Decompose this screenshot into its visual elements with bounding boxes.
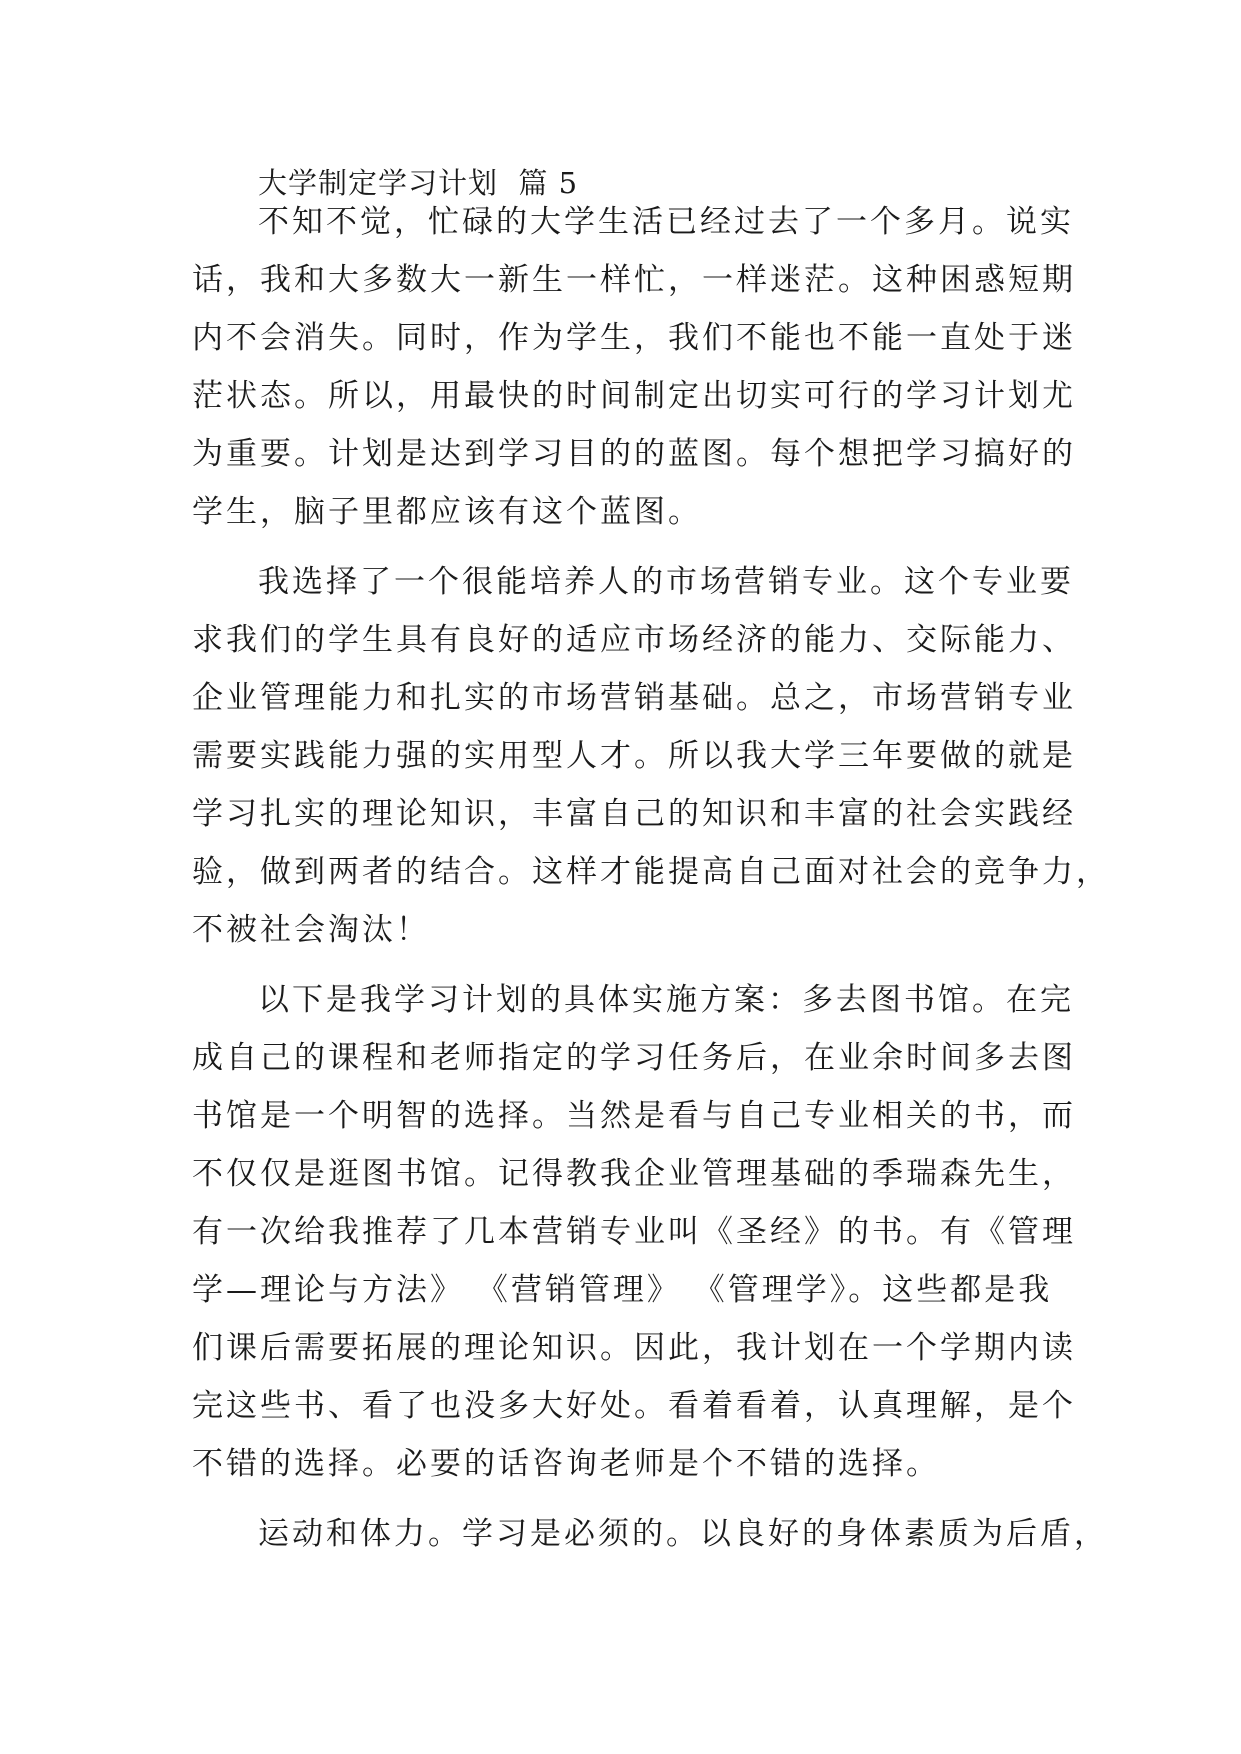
text-line: 话，我和大多数大一新生一样忙，一样迷茫。这种困惑短期 <box>192 262 1076 298</box>
text-line: 不错的选择。必要的话咨询老师是个不错的选择。 <box>192 1446 940 1482</box>
text-line: 不被社会淘汰！ <box>192 912 430 948</box>
text-line: 我选择了一个很能培养人的市场营销专业。这个专业要 <box>258 564 1074 600</box>
text-line: 以下是我学习计划的具体实施方案：多去图书馆。在完 <box>258 982 1074 1018</box>
text-line: 运动和体力。学习是必须的。以良好的身体素质为后盾， <box>258 1516 1108 1552</box>
text-line: 学—理论与方法》 《营销管理》 《管理学》。这些都是我 <box>192 1272 1053 1308</box>
text-line: 求我们的学生具有良好的适应市场经济的能力、交际能力、 <box>192 622 1076 658</box>
text-line: 们课后需要拓展的理论知识。因此，我计划在一个学期内读 <box>192 1330 1076 1366</box>
document-title: 大学制定学习计划 篇 5 <box>258 166 579 200</box>
text-line: 学习扎实的理论知识，丰富自己的知识和丰富的社会实践经 <box>192 796 1076 832</box>
text-line: 内不会消失。同时，作为学生，我们不能也不能一直处于迷 <box>192 320 1076 356</box>
text-line: 书馆是一个明智的选择。当然是看与自己专业相关的书，而 <box>192 1098 1076 1134</box>
text-line: 茫状态。所以，用最快的时间制定出切实可行的学习计划尤 <box>192 378 1076 414</box>
text-line: 完这些书、看了也没多大好处。看着看着，认真理解，是个 <box>192 1388 1076 1424</box>
text-line: 成自己的课程和老师指定的学习任务后，在业余时间多去图 <box>192 1040 1076 1076</box>
text-line: 企业管理能力和扎实的市场营销基础。总之，市场营销专业 <box>192 680 1076 716</box>
text-line: 验，做到两者的结合。这样才能提高自己面对社会的竞争力， <box>192 854 1110 890</box>
text-line: 为重要。计划是达到学习目的的蓝图。每个想把学习搞好的 <box>192 436 1076 472</box>
text-line: 需要实践能力强的实用型人才。所以我大学三年要做的就是 <box>192 738 1076 774</box>
text-line: 有一次给我推荐了几本营销专业叫《圣经》的书。有《管理 <box>192 1214 1076 1250</box>
text-line: 学生，脑子里都应该有这个蓝图。 <box>192 494 702 530</box>
text-line: 不知不觉，忙碌的大学生活已经过去了一个多月。说实 <box>258 204 1074 240</box>
text-line: 不仅仅是逛图书馆。记得教我企业管理基础的季瑞森先生， <box>192 1156 1076 1192</box>
